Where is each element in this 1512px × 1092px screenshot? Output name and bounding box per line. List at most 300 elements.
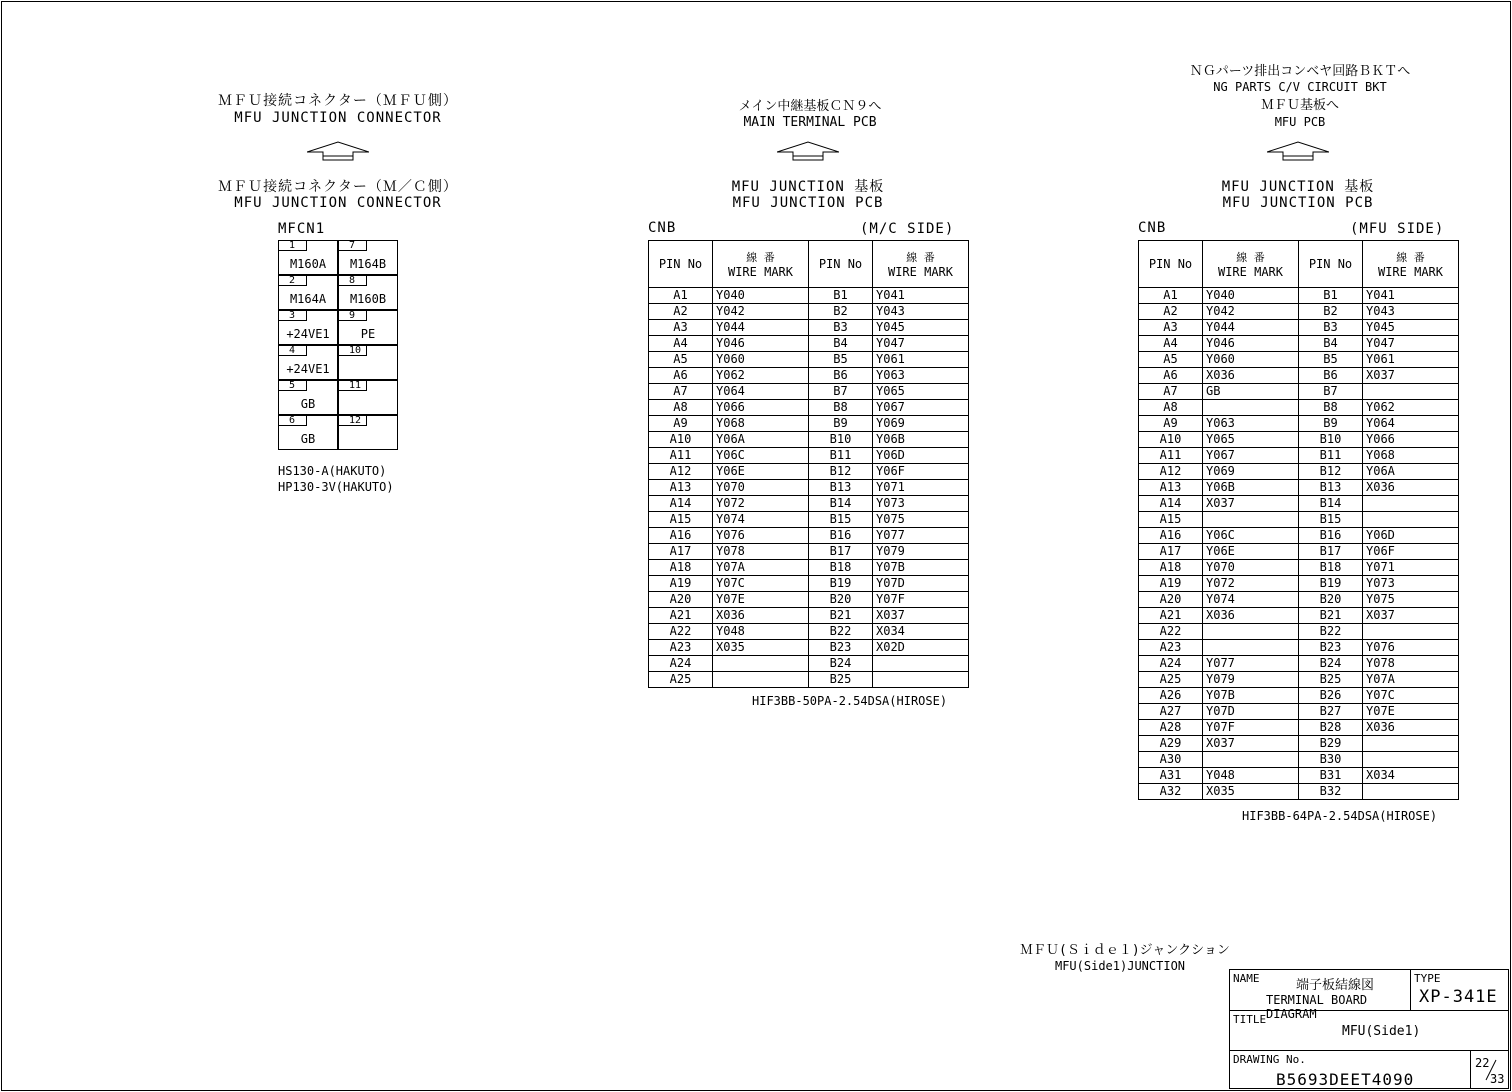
- wire-mark-b: Y069: [873, 416, 969, 432]
- right-top-label2-jp: ＭＦＵ基板へ: [1260, 98, 1339, 113]
- wire-mark-a: Y064: [713, 384, 809, 400]
- wire-mark-a: X037: [1203, 496, 1299, 512]
- pin-a: A22: [1139, 624, 1203, 640]
- pin-a: A17: [1139, 544, 1203, 560]
- drawing-cell: [1229, 1050, 1471, 1089]
- wire-mark-a: X035: [1203, 784, 1299, 800]
- pin-number: 9: [339, 311, 367, 321]
- pin-b: B22: [809, 624, 873, 640]
- right-part: HIF3BB-64PA-2.54DSA(HIROSE): [1242, 809, 1438, 823]
- wire-mark-a: X036: [713, 608, 809, 624]
- pin-a: A7: [649, 384, 713, 400]
- wire-mark-a: Y06C: [713, 448, 809, 464]
- wire-mark-b: Y073: [1363, 576, 1459, 592]
- wire-mark-a: Y067: [1203, 448, 1299, 464]
- title-block: [1229, 969, 1509, 1089]
- pin-signal: GB: [300, 432, 316, 446]
- pin-b: B1: [1299, 288, 1363, 304]
- title-tag: TITLE: [1233, 1013, 1267, 1026]
- right-top-label-en: NG PARTS C/V CIRCUIT BKT: [1213, 80, 1387, 94]
- table-row: [649, 608, 969, 624]
- wire-mark-a: X036: [1203, 368, 1299, 384]
- table-row: [649, 416, 969, 432]
- wire-mark-a: [1203, 624, 1299, 640]
- wire-mark-b: Y07C: [1363, 688, 1459, 704]
- pin-a: A8: [649, 400, 713, 416]
- connector-pin: [278, 345, 338, 380]
- table-header-row: [649, 241, 969, 288]
- table-row: [649, 448, 969, 464]
- wire-mark-a: Y07B: [1203, 688, 1299, 704]
- table-row: [1139, 288, 1459, 304]
- type-tag: TYPE: [1414, 972, 1441, 985]
- table-row: [649, 592, 969, 608]
- table-row: [1139, 480, 1459, 496]
- right-board-jp: MFU JUNCTION 基板: [1221, 179, 1375, 195]
- pin-b: B7: [1299, 384, 1363, 400]
- pin-signal: GB: [300, 397, 316, 411]
- wire-mark-b: [1363, 624, 1459, 640]
- left-bottom-label-jp: ＭＦＵ接続コネクター（Ｍ／Ｃ側）: [218, 179, 458, 195]
- name-tag: NAME: [1233, 972, 1260, 985]
- wire-mark-a: Y074: [713, 512, 809, 528]
- pin-b: B8: [809, 400, 873, 416]
- pin-a: A26: [1139, 688, 1203, 704]
- pin-b: B16: [1299, 528, 1363, 544]
- pin-b: B3: [1299, 320, 1363, 336]
- table-row: [1139, 304, 1459, 320]
- pin-a: A9: [649, 416, 713, 432]
- table-row: [1139, 608, 1459, 624]
- table-row: [1139, 592, 1459, 608]
- table-row: [649, 640, 969, 656]
- pin-a: A18: [649, 560, 713, 576]
- wire-mark-a: Y048: [713, 624, 809, 640]
- name-jp: 端子板結線図: [1296, 978, 1375, 993]
- wire-mark-a: Y070: [1203, 560, 1299, 576]
- pin-a: A24: [1139, 656, 1203, 672]
- wire-mark-header: 線 番 WIRE MARK: [713, 241, 809, 288]
- pin-a: A21: [649, 608, 713, 624]
- pin-number: 12: [339, 416, 367, 426]
- pin-b: B3: [809, 320, 873, 336]
- pin-a: A11: [1139, 448, 1203, 464]
- drawing-value: B5693DEET4090: [1276, 1070, 1415, 1089]
- wire-mark-a: Y06C: [1203, 528, 1299, 544]
- up-arrow-icon: [1267, 141, 1329, 161]
- table-row: [1139, 736, 1459, 752]
- wire-mark-b: Y063: [873, 368, 969, 384]
- wire-mark-a: Y072: [1203, 576, 1299, 592]
- pin-b: B15: [809, 512, 873, 528]
- wire-mark-b: [1363, 752, 1459, 768]
- wire-mark-a: [1203, 512, 1299, 528]
- pin-a: A10: [649, 432, 713, 448]
- wire-mark-b: Y078: [1363, 656, 1459, 672]
- pin-signal: +24VE1: [286, 362, 330, 376]
- wire-mark-b: X037: [1363, 368, 1459, 384]
- wire-mark-b: Y075: [1363, 592, 1459, 608]
- wire-mark-a: Y072: [713, 496, 809, 512]
- pin-a: A3: [649, 320, 713, 336]
- table-row: [649, 336, 969, 352]
- wire-mark-b: Y043: [873, 304, 969, 320]
- table-row: [1139, 432, 1459, 448]
- pin-b: B28: [1299, 720, 1363, 736]
- pin-a: A16: [1139, 528, 1203, 544]
- pin-signal: M160B: [349, 292, 387, 306]
- pin-a: A9: [1139, 416, 1203, 432]
- wire-mark-a: Y042: [713, 304, 809, 320]
- wire-mark-b: Y065: [873, 384, 969, 400]
- middle-cn-label: CNB: [648, 220, 677, 236]
- middle-pin-table: [648, 240, 969, 688]
- wire-mark-a: X035: [713, 640, 809, 656]
- middle-top-label-en: MAIN TERMINAL PCB: [743, 115, 877, 130]
- wire-mark-a: X036: [1203, 608, 1299, 624]
- table-row: [649, 496, 969, 512]
- pin-a: A27: [1139, 704, 1203, 720]
- wire-mark-b: X037: [873, 608, 969, 624]
- wire-mark-b: Y047: [873, 336, 969, 352]
- pin-no-header: PIN No: [1139, 241, 1203, 288]
- wire-mark-b: Y041: [1363, 288, 1459, 304]
- connector-pin: [338, 380, 398, 415]
- table-row: [1139, 672, 1459, 688]
- pin-b: B10: [1299, 432, 1363, 448]
- pin-b: B6: [1299, 368, 1363, 384]
- pin-b: B13: [1299, 480, 1363, 496]
- footer-label-jp: ＭＦＵ(Ｓｉｄｅ１)ジャンクション: [1020, 943, 1230, 958]
- pin-no-header: PIN No: [1299, 241, 1363, 288]
- pin-b: B31: [1299, 768, 1363, 784]
- wire-mark-b: Y066: [1363, 432, 1459, 448]
- pin-b: B5: [809, 352, 873, 368]
- pin-number: 8: [339, 276, 367, 286]
- wire-mark-b: [873, 656, 969, 672]
- pin-number: 11: [339, 381, 367, 391]
- table-row: [649, 352, 969, 368]
- pin-b: B21: [1299, 608, 1363, 624]
- table-row: [649, 384, 969, 400]
- pin-b: B20: [809, 592, 873, 608]
- connector-pin: [278, 415, 338, 450]
- pin-a: A4: [1139, 336, 1203, 352]
- table-row: [649, 320, 969, 336]
- pin-b: B30: [1299, 752, 1363, 768]
- table-row: [1139, 400, 1459, 416]
- wire-mark-a: Y040: [1203, 288, 1299, 304]
- wire-mark-b: [1363, 496, 1459, 512]
- pin-a: A14: [1139, 496, 1203, 512]
- wire-mark-b: Y06D: [873, 448, 969, 464]
- pin-b: B27: [1299, 704, 1363, 720]
- wire-mark-b: X036: [1363, 480, 1459, 496]
- pin-a: A30: [1139, 752, 1203, 768]
- wire-mark-b: [1363, 784, 1459, 800]
- pin-number: 4: [279, 346, 307, 356]
- wire-mark-a: Y060: [1203, 352, 1299, 368]
- table-row: [649, 288, 969, 304]
- table-row: [1139, 320, 1459, 336]
- wire-mark-a: Y07C: [713, 576, 809, 592]
- pin-number: 10: [339, 346, 367, 356]
- table-row: [1139, 352, 1459, 368]
- table-row: [1139, 336, 1459, 352]
- sheet-cell: [1470, 1050, 1509, 1089]
- wire-mark-b: [1363, 384, 1459, 400]
- up-arrow-icon: [777, 141, 839, 161]
- pin-a: A32: [1139, 784, 1203, 800]
- title-value: MFU(Side1): [1342, 1024, 1421, 1039]
- wire-mark-b: X02D: [873, 640, 969, 656]
- wire-mark-b: Y068: [1363, 448, 1459, 464]
- pin-a: A19: [1139, 576, 1203, 592]
- connector-pin: [338, 240, 398, 275]
- connector-pin: [278, 275, 338, 310]
- table-row: [649, 480, 969, 496]
- pin-b: B12: [1299, 464, 1363, 480]
- wire-mark-a: Y06E: [1203, 544, 1299, 560]
- name-en: TERMINAL BOARD DIAGRAM: [1266, 993, 1368, 1021]
- table-row: [649, 432, 969, 448]
- table-row: [1139, 560, 1459, 576]
- table-row: [1139, 688, 1459, 704]
- wire-mark-a: Y07D: [1203, 704, 1299, 720]
- right-top-label-jp: ＮＧパーツ排出コンベヤ回路ＢＫＴへ: [1189, 64, 1411, 79]
- pin-b: B2: [1299, 304, 1363, 320]
- left-part-2: HP130-3V(HAKUTO): [278, 480, 394, 494]
- pin-a: A18: [1139, 560, 1203, 576]
- pin-b: B5: [1299, 352, 1363, 368]
- table-row: [1139, 464, 1459, 480]
- wire-mark-b: Y07B: [873, 560, 969, 576]
- right-cn-label: CNB: [1138, 220, 1167, 236]
- pin-signal: +24VE1: [286, 327, 330, 341]
- pin-a: A7: [1139, 384, 1203, 400]
- pin-signal: M164A: [289, 292, 327, 306]
- wire-mark-a: [1203, 400, 1299, 416]
- type-value: XP-341E: [1419, 987, 1498, 1007]
- wire-mark-header: 線 番 WIRE MARK: [1363, 241, 1459, 288]
- wire-mark-a: Y042: [1203, 304, 1299, 320]
- table-row: [1139, 752, 1459, 768]
- wire-mark-b: Y045: [1363, 320, 1459, 336]
- wire-mark-a: [1203, 752, 1299, 768]
- table-row: [1139, 368, 1459, 384]
- wire-mark-a: Y046: [713, 336, 809, 352]
- pin-a: A6: [649, 368, 713, 384]
- wire-mark-b: [1363, 736, 1459, 752]
- right-side-label: (MFU SIDE): [1350, 221, 1445, 237]
- right-board-en: MFU JUNCTION PCB: [1222, 195, 1374, 211]
- footer-label-en: MFU(Side1)JUNCTION: [1054, 959, 1186, 973]
- wire-mark-b: Y071: [873, 480, 969, 496]
- wire-mark-b: Y07F: [873, 592, 969, 608]
- wire-mark-a: Y070: [713, 480, 809, 496]
- pin-b: B20: [1299, 592, 1363, 608]
- pin-a: A4: [649, 336, 713, 352]
- wire-mark-b: X034: [873, 624, 969, 640]
- pin-number: 7: [339, 241, 367, 251]
- wire-mark-a: Y07F: [1203, 720, 1299, 736]
- connector-pin: [278, 240, 338, 275]
- pin-a: A22: [649, 624, 713, 640]
- table-row: [1139, 496, 1459, 512]
- pin-number: 6: [279, 416, 307, 426]
- middle-top-label-jp: メイン中継基板ＣＮ９へ: [738, 99, 882, 114]
- pin-b: B1: [809, 288, 873, 304]
- pin-b: B8: [1299, 400, 1363, 416]
- pin-a: A13: [1139, 480, 1203, 496]
- table-row: [649, 576, 969, 592]
- type-cell: [1410, 969, 1509, 1011]
- wire-mark-a: Y06A: [713, 432, 809, 448]
- pin-b: B17: [1299, 544, 1363, 560]
- wire-mark-b: Y06B: [873, 432, 969, 448]
- pin-number: 3: [279, 311, 307, 321]
- wire-mark-a: X037: [1203, 736, 1299, 752]
- pin-a: A28: [1139, 720, 1203, 736]
- pin-b: B18: [1299, 560, 1363, 576]
- pin-no-header: PIN No: [649, 241, 713, 288]
- title-cell: [1229, 1010, 1509, 1051]
- wire-mark-a: Y069: [1203, 464, 1299, 480]
- connector-pin: [338, 415, 398, 450]
- table-row: [1139, 512, 1459, 528]
- pin-b: B14: [1299, 496, 1363, 512]
- pin-number: 1: [279, 241, 307, 251]
- table-row: [649, 560, 969, 576]
- pin-b: B25: [809, 672, 873, 688]
- pin-b: B23: [809, 640, 873, 656]
- wire-mark-a: Y046: [1203, 336, 1299, 352]
- left-bottom-label-en: MFU JUNCTION CONNECTOR: [234, 195, 442, 211]
- connector-pin: [338, 345, 398, 380]
- wire-mark-b: [873, 672, 969, 688]
- wire-mark-b: Y06A: [1363, 464, 1459, 480]
- wire-mark-b: Y07A: [1363, 672, 1459, 688]
- pin-b: B25: [1299, 672, 1363, 688]
- up-arrow-icon: [307, 141, 369, 161]
- pin-b: B10: [809, 432, 873, 448]
- wire-mark-a: Y078: [713, 544, 809, 560]
- table-row: [1139, 640, 1459, 656]
- connector-pin: [278, 380, 338, 415]
- sheet-number: 22: [1475, 1056, 1490, 1070]
- pin-b: B16: [809, 528, 873, 544]
- middle-part: HIF3BB-50PA-2.54DSA(HIROSE): [752, 694, 948, 708]
- pin-a: A16: [649, 528, 713, 544]
- wire-mark-b: Y06F: [873, 464, 969, 480]
- wire-mark-b: Y061: [1363, 352, 1459, 368]
- pin-b: B32: [1299, 784, 1363, 800]
- wire-mark-header: 線 番 WIRE MARK: [1203, 241, 1299, 288]
- pin-a: A8: [1139, 400, 1203, 416]
- pin-a: A11: [649, 448, 713, 464]
- wire-mark-b: Y075: [873, 512, 969, 528]
- pin-a: A17: [649, 544, 713, 560]
- pin-b: B22: [1299, 624, 1363, 640]
- table-row: [1139, 768, 1459, 784]
- wire-mark-a: Y077: [1203, 656, 1299, 672]
- pin-b: B24: [809, 656, 873, 672]
- wire-mark-a: Y060: [713, 352, 809, 368]
- pin-a: A5: [649, 352, 713, 368]
- wire-mark-b: Y043: [1363, 304, 1459, 320]
- pin-b: B11: [1299, 448, 1363, 464]
- wire-mark-a: Y062: [713, 368, 809, 384]
- table-row: [1139, 624, 1459, 640]
- pin-b: B4: [809, 336, 873, 352]
- wire-mark-b: Y077: [873, 528, 969, 544]
- pin-b: B6: [809, 368, 873, 384]
- pin-b: B15: [1299, 512, 1363, 528]
- table-row: [649, 624, 969, 640]
- pin-a: A20: [649, 592, 713, 608]
- table-row: [1139, 656, 1459, 672]
- pin-b: B24: [1299, 656, 1363, 672]
- pin-number: 2: [279, 276, 307, 286]
- pin-a: A6: [1139, 368, 1203, 384]
- middle-board-en: MFU JUNCTION PCB: [732, 195, 884, 211]
- wire-mark-a: Y048: [1203, 768, 1299, 784]
- pin-b: B19: [1299, 576, 1363, 592]
- wire-mark-a: Y07A: [713, 560, 809, 576]
- wire-mark-b: X037: [1363, 608, 1459, 624]
- table-row: [1139, 528, 1459, 544]
- pin-a: A31: [1139, 768, 1203, 784]
- table-row: [1139, 720, 1459, 736]
- pin-b: B2: [809, 304, 873, 320]
- table-row: [649, 304, 969, 320]
- wire-mark-a: Y079: [1203, 672, 1299, 688]
- wire-mark-b: X034: [1363, 768, 1459, 784]
- pin-signal: M164B: [349, 257, 387, 271]
- pin-b: B19: [809, 576, 873, 592]
- wire-mark-a: Y063: [1203, 416, 1299, 432]
- table-row: [649, 400, 969, 416]
- pin-a: A21: [1139, 608, 1203, 624]
- connector-pin: [278, 310, 338, 345]
- wire-mark-b: Y062: [1363, 400, 1459, 416]
- pin-a: A24: [649, 656, 713, 672]
- table-row: [649, 512, 969, 528]
- wire-mark-a: Y068: [713, 416, 809, 432]
- wire-mark-a: Y044: [713, 320, 809, 336]
- table-row: [649, 544, 969, 560]
- pin-a: A12: [1139, 464, 1203, 480]
- wire-mark-a: Y066: [713, 400, 809, 416]
- table-header-row: [1139, 241, 1459, 288]
- pin-number: 5: [279, 381, 307, 391]
- wire-mark-b: Y06F: [1363, 544, 1459, 560]
- wire-mark-b: Y073: [873, 496, 969, 512]
- middle-board-jp: MFU JUNCTION 基板: [731, 179, 885, 195]
- pin-b: B12: [809, 464, 873, 480]
- pin-b: B7: [809, 384, 873, 400]
- wire-mark-a: [1203, 640, 1299, 656]
- wire-mark-b: Y047: [1363, 336, 1459, 352]
- wire-mark-a: Y044: [1203, 320, 1299, 336]
- pin-a: A25: [649, 672, 713, 688]
- wire-mark-a: Y076: [713, 528, 809, 544]
- sheet-total: 33: [1490, 1072, 1505, 1086]
- wire-mark-b: Y06D: [1363, 528, 1459, 544]
- wire-mark-b: X036: [1363, 720, 1459, 736]
- wire-mark-a: Y040: [713, 288, 809, 304]
- wire-mark-a: [713, 656, 809, 672]
